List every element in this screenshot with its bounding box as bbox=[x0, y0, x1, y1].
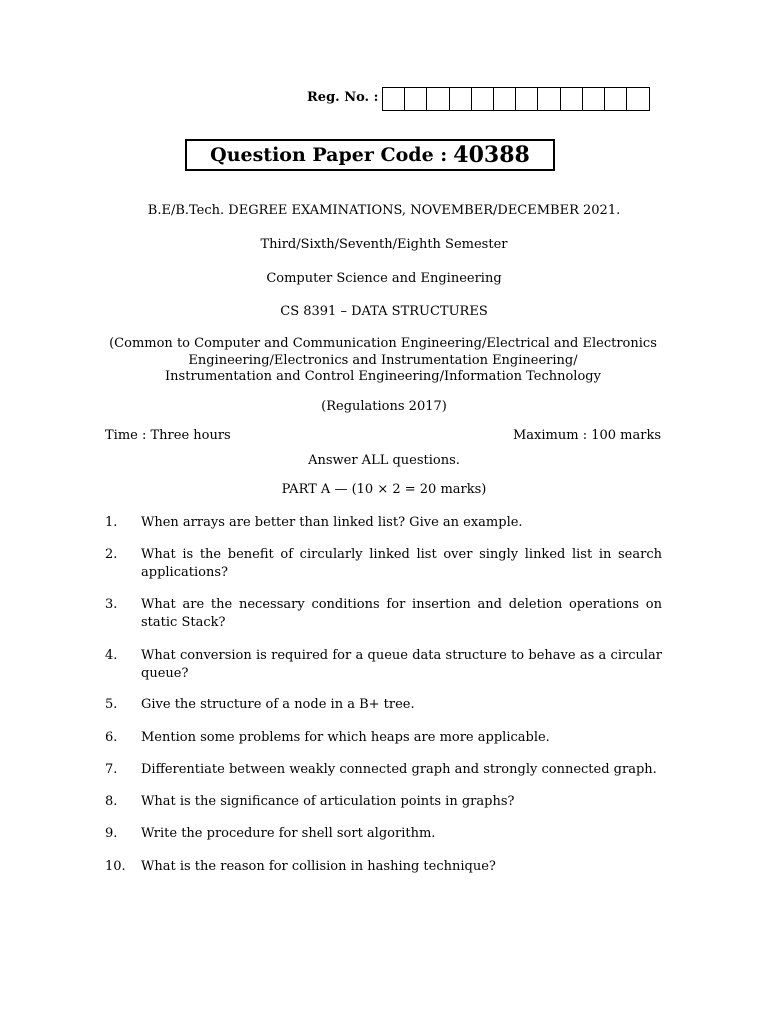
question-number: 6. bbox=[105, 730, 118, 745]
question-item bbox=[105, 514, 662, 532]
question-paper-code-value: 40388 bbox=[453, 142, 530, 168]
question-number: 5. bbox=[105, 697, 118, 712]
instruction-line: Answer ALL questions. bbox=[308, 453, 460, 468]
reg-no-digit-box bbox=[538, 88, 560, 110]
regulations-line: (Regulations 2017) bbox=[321, 399, 447, 414]
question-number: 3. bbox=[105, 597, 118, 612]
common-line: Engineering/Electronics and Instrumentation Engineering/ bbox=[188, 352, 578, 368]
question-item bbox=[105, 596, 662, 631]
question-text: What are the necessary conditions for insertion and deletion operations on static Stack? bbox=[141, 597, 662, 630]
part-heading: PART A — (10 × 2 = 20 marks) bbox=[281, 482, 487, 497]
question-number: 8. bbox=[105, 794, 118, 809]
reg-no-digit-box bbox=[427, 88, 449, 110]
question-text: What is the benefit of circularly linked list over singly linked list in search applications? bbox=[141, 547, 662, 580]
question-text: Write the procedure for shell sort algorithm. bbox=[141, 826, 436, 841]
common-line: Instrumentation and Control Engineering/Information Technology bbox=[165, 369, 601, 384]
question-number: 10. bbox=[105, 859, 126, 874]
question-text: What is the reason for collision in hashing technique? bbox=[141, 859, 496, 874]
reg-no-digit-box bbox=[583, 88, 605, 110]
department-line: Computer Science and Engineering bbox=[266, 271, 502, 286]
question-text: When arrays are better than linked list? Give an example. bbox=[141, 515, 523, 530]
question-item bbox=[105, 647, 662, 682]
reg-no-digit-box bbox=[450, 88, 472, 110]
reg-no-digit-box bbox=[605, 88, 627, 110]
question-number: 4. bbox=[105, 648, 118, 663]
reg-no-digit-box bbox=[494, 88, 516, 110]
reg-no-boxes bbox=[382, 87, 650, 111]
reg-no-digit-box bbox=[516, 88, 538, 110]
maximum-marks: Maximum : 100 marks bbox=[512, 428, 661, 443]
common-to-block bbox=[80, 336, 686, 386]
semester-line: Third/Sixth/Seventh/Eighth Semester bbox=[260, 237, 508, 252]
question-text: What conversion is required for a queue data structure to behave as a circular queue? bbox=[141, 648, 662, 681]
time-allowed: Time : Three hours bbox=[105, 428, 231, 443]
common-line: (Common to Computer and Communication Engineering/Electrical and Electronics bbox=[109, 336, 657, 351]
question-text: Mention some problems for which heaps are more applicable. bbox=[141, 730, 550, 745]
reg-no-digit-box bbox=[472, 88, 494, 110]
exam-title: B.E/B.Tech. DEGREE EXAMINATIONS, NOVEMBER/DECEMBER 2021. bbox=[147, 203, 621, 218]
reg-no-digit-box bbox=[383, 88, 405, 110]
question-item bbox=[105, 825, 662, 843]
question-item bbox=[105, 729, 662, 747]
question-text: Differentiate between weakly connected graph and strongly connected graph. bbox=[141, 762, 657, 777]
question-paper-code-box bbox=[185, 139, 555, 171]
reg-no-digit-box bbox=[561, 88, 583, 110]
question-item bbox=[105, 858, 662, 876]
reg-no-digit-box bbox=[627, 88, 649, 110]
question-item bbox=[105, 761, 662, 779]
question-item bbox=[105, 696, 662, 714]
question-paper-code-label: Question Paper Code : bbox=[210, 144, 448, 166]
question-number: 9. bbox=[105, 826, 118, 841]
question-number: 2. bbox=[105, 547, 118, 562]
question-item bbox=[105, 546, 662, 581]
question-number: 1. bbox=[105, 515, 118, 530]
question-item bbox=[105, 793, 662, 811]
question-text: What is the significance of articulation points in graphs? bbox=[141, 794, 515, 809]
course-line: CS 8391 – DATA STRUCTURES bbox=[280, 304, 488, 319]
question-number: 7. bbox=[105, 762, 118, 777]
question-text: Give the structure of a node in a B+ tree. bbox=[141, 697, 415, 712]
reg-no-label: Reg. No. : bbox=[307, 90, 379, 105]
reg-no-digit-box bbox=[405, 88, 427, 110]
